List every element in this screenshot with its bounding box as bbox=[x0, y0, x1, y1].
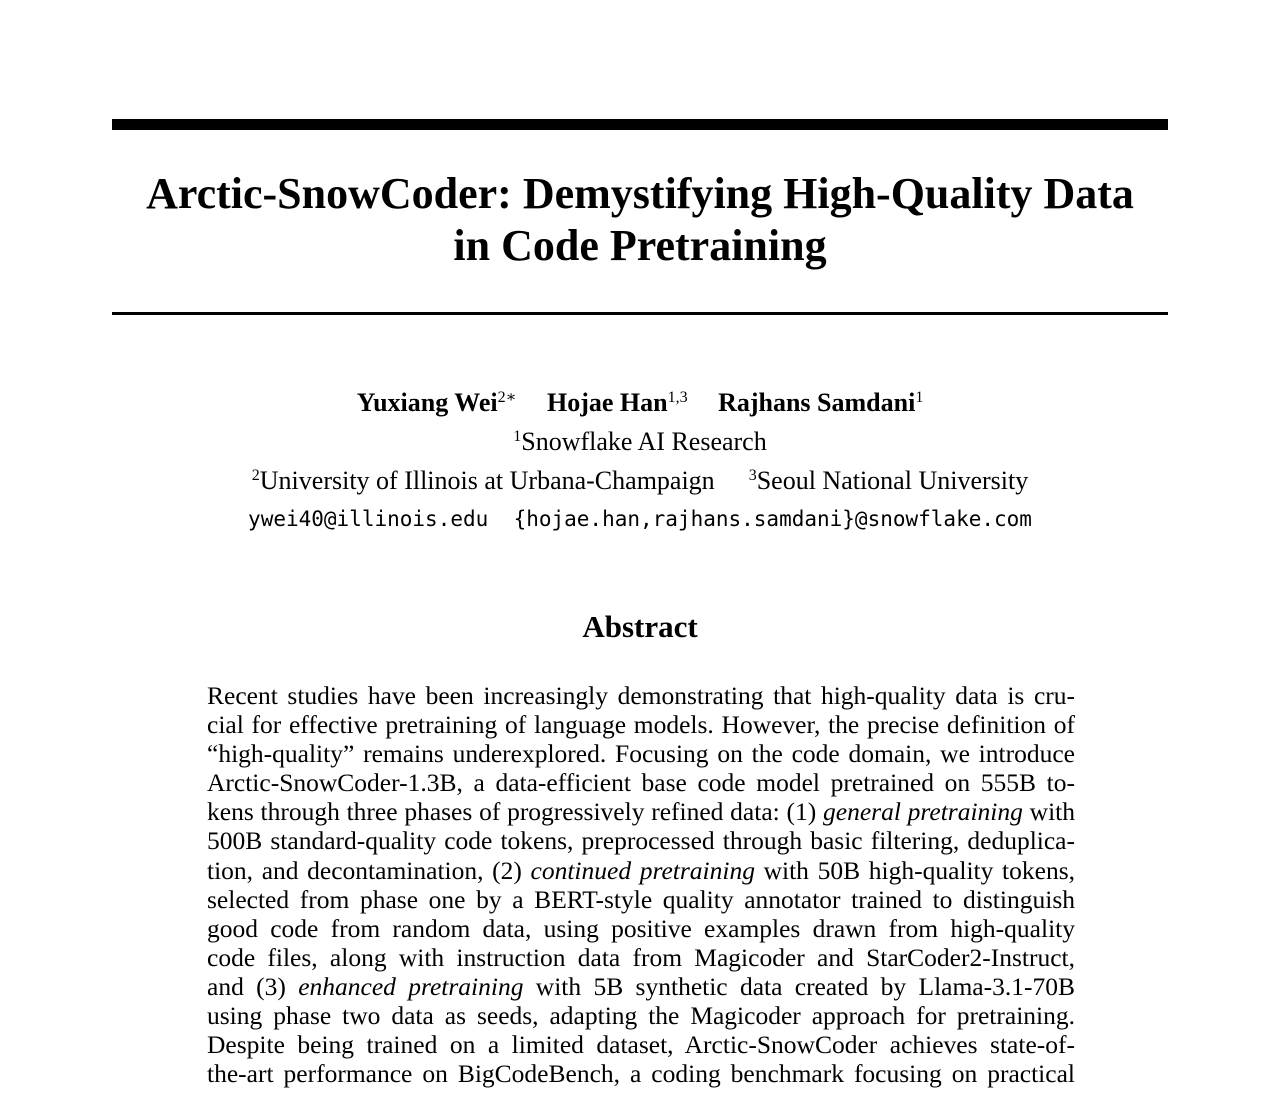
abstract-line: Recent studies have been increasingly demonstrating that high-quality data is cru- bbox=[207, 681, 1075, 710]
italic-term: continued pretraining bbox=[530, 855, 755, 885]
abstract-line: cial for effective pretraining of language models. However, the precise definition of bbox=[207, 710, 1075, 740]
affiliation-1-sup: 1 bbox=[513, 428, 522, 445]
author-emails bbox=[112, 504, 1168, 534]
abstract-line: code files, along with instruction data from Magicoder and StarCoder2-Instruct, bbox=[207, 942, 1075, 972]
abstract-line: tion, and decontamination, (2) continued pretraining with 50B high-quality tokens, bbox=[207, 855, 1075, 885]
paper-title bbox=[112, 168, 1168, 272]
affiliation-2-sup: 2 bbox=[251, 467, 260, 484]
abstract-heading: Abstract bbox=[582, 609, 698, 644]
abstract-line: Despite being trained on a limited dataset, Arctic-SnowCoder achieves state-of- bbox=[207, 1030, 1075, 1060]
abstract-line: “high-quality” remains underexplored. Focusing on the code domain, we introduce bbox=[207, 739, 1075, 769]
title-line-2: in Code Pretraining bbox=[453, 221, 827, 270]
affiliation-1-name: Snowflake AI Research bbox=[521, 427, 767, 456]
email-2: {hojae.han,rajhans.samdani}@snowflake.com bbox=[513, 507, 1032, 531]
abstract-line: and (3) enhanced pretraining with 5B synthetic data created by Llama-3.1-70B bbox=[207, 971, 1075, 1001]
italic-term: general pretraining bbox=[823, 797, 1023, 827]
abstract-line: kens through three phases of progressively refined data: (1) general pretraining with bbox=[207, 797, 1076, 827]
author-3-name: Rajhans Samdani bbox=[718, 388, 916, 417]
italic-term: enhanced pretraining bbox=[298, 971, 524, 1001]
author-1-sup: 2∗ bbox=[497, 389, 517, 406]
abstract-line: selected from phase one by a BERT-style quality annotator trained to distinguish bbox=[207, 884, 1075, 914]
author-3 bbox=[718, 388, 923, 417]
author-2-sup: 1,3 bbox=[667, 389, 688, 406]
title-bottom-rule bbox=[112, 312, 1168, 315]
affiliation-line-2 bbox=[112, 464, 1168, 498]
abstract-body bbox=[207, 681, 1075, 1088]
abstract-line: using phase two data as seeds, adapting the Magicoder approach for pretraining. bbox=[207, 1001, 1075, 1031]
author-2-name: Hojae Han bbox=[546, 388, 668, 417]
abstract-line: Arctic-SnowCoder-1.3B, a data-efficient base code model pretrained on 555B to- bbox=[207, 768, 1075, 798]
affiliation-3-name: Seoul National University bbox=[756, 466, 1029, 495]
title-top-rule bbox=[112, 119, 1168, 130]
title-line-1: Arctic-SnowCoder: Demystifying High-Quality Data bbox=[146, 169, 1134, 218]
affiliation-3-sup: 3 bbox=[748, 467, 757, 484]
abstract-line: good code from random data, using positive examples drawn from high-quality bbox=[207, 913, 1075, 943]
affiliation-2-name: University of Illinois at Urbana-Champaign bbox=[259, 466, 715, 495]
author-1-name: Yuxiang Wei bbox=[356, 388, 498, 417]
affiliation-line-1 bbox=[112, 425, 1168, 459]
author-2 bbox=[547, 388, 688, 417]
email-1: ywei40@illinois.edu bbox=[248, 507, 489, 531]
author-1 bbox=[357, 388, 517, 417]
author-list bbox=[112, 386, 1168, 420]
author-3-sup: 1 bbox=[915, 389, 924, 406]
abstract-line: 500B standard-quality code tokens, preprocessed through basic filtering, deduplica- bbox=[207, 826, 1075, 856]
abstract-line: the-art performance on BigCodeBench, a coding benchmark focusing on practical bbox=[207, 1059, 1075, 1089]
